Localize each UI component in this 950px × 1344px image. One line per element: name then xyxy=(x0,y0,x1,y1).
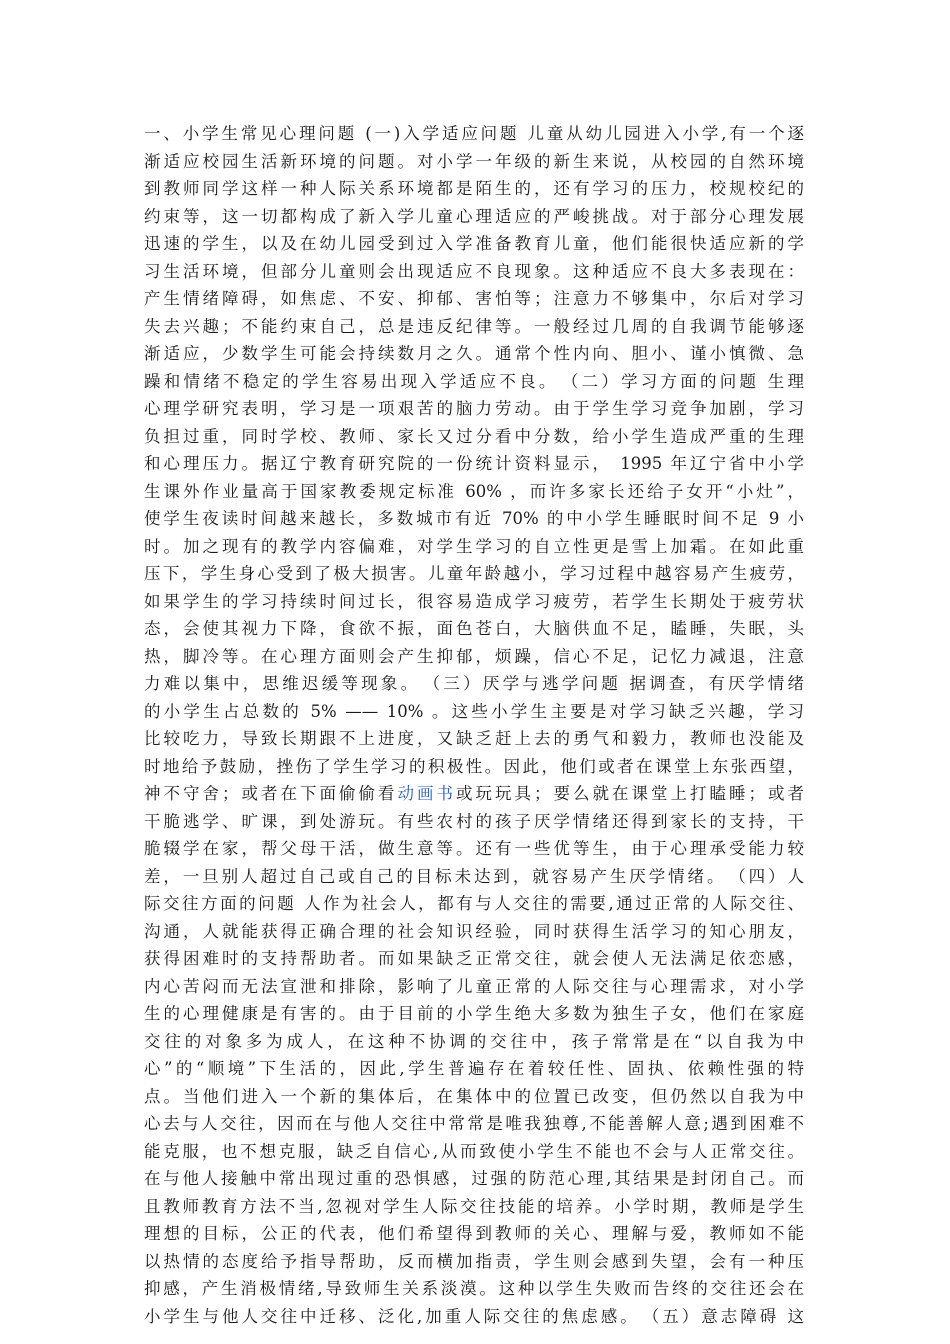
text-line-with-link xyxy=(144,780,804,808)
text-line: 差，一旦别人超过自己或自己的目标未达到，就容易产生厌学情绪。 （四）人 xyxy=(144,866,804,886)
text-segment: 神不守舍；或者在下面偷偷看 xyxy=(144,784,398,803)
text-line: 沟通，人就能获得正确合理的社会知识经验，同时获得生活学习的知心朋友， xyxy=(144,921,804,941)
text-line: 生课外作业量高于国家教委规定标准 60% ，而许多家长还给子女开“小灶”， xyxy=(144,481,804,501)
animation-book-link[interactable]: 动画书 xyxy=(397,784,456,803)
text-line: 压下，学生身心受到了极大损害。儿童年龄越小，学习过程中越容易产生疲劳， xyxy=(144,564,804,583)
text-line: 点。当他们进入一个新的集体后，在集体中的位置已改变，但仍然以自我为中 xyxy=(144,1086,804,1106)
text-line: 时地给予鼓励，挫伤了学生学习的积极性。因此，他们或者在课堂上东张西望， xyxy=(144,756,804,776)
article-body xyxy=(144,120,804,1330)
text-line: 渐适应，少数学生可能会持续数月之久。通常个性内向、胆小、谨小慎微、急 xyxy=(144,344,804,363)
text-line: 心”的“顺境”下生活的，因此,学生普遍存在着较任性、固执、依赖性强的特 xyxy=(144,1059,804,1078)
text-line: 脆辍学在家，帮父母干活，做生意等。还有一些优等生，由于心理承受能力较 xyxy=(144,839,804,858)
text-line: 以热情的态度给予指导帮助，反而横加指责，学生则会感到失望，会有一种压 xyxy=(144,1251,804,1271)
text-line: 比较吃力，导致长期跟不上进度，又缺乏赶上去的勇气和毅力，教师也没能及 xyxy=(144,729,804,748)
text-line: 时。加之现有的教学内容偏难，对学生学习的自立性更是雪上加霜。在如此重 xyxy=(144,536,804,556)
text-segment: 或玩玩具；要么就在课堂上打瞌睡；或者 xyxy=(456,784,804,803)
text-line: 迅速的学生，以及在幼儿园受到过入学准备教育儿童，他们能很快适应新的学 xyxy=(144,234,804,253)
text-line: 生的心理健康是有害的。由于目前的小学生绝大多数为独生子女，他们在家庭 xyxy=(144,1004,804,1023)
text-line: 际交往方面的问题 人作为社会人，都有与人交往的需要,通过正常的人际交往、 xyxy=(144,894,804,913)
text-line: 心理学研究表明，学习是一项艰苦的脑力劳动。由于学生学习竞争加剧，学习 xyxy=(144,399,804,418)
text-line: 的小学生占总数的 5% —— 10% 。这些小学生主要是对学习缺乏兴趣，学习 xyxy=(144,701,804,721)
text-line: 躁和情绪不稳定的学生容易出现入学适应不良。 （二）学习方面的问题 生理 xyxy=(144,371,804,391)
text-line: 在与他人接触中常出现过重的恐惧感，过强的防范心理,其结果是封闭自己。而 xyxy=(144,1169,804,1188)
text-line: 心去与人交往，因而在与他人交往中常常是唯我独尊,不能善解人意;遇到困难不 xyxy=(144,1114,804,1133)
text-line: 态，会使其视力下降，食欲不振，面色苍白，大脑供血不足，瞌睡，失眠，头 xyxy=(144,619,804,638)
text-line: 热，脚冷等。在心理方面则会产生抑郁，烦躁，信心不足，记忆力减退，注意 xyxy=(144,646,804,666)
text-line: 使学生夜读时间越来越长，多数城市有近 70% 的中小学生睡眠时间不足 9 小 xyxy=(144,509,804,528)
text-line: 一、小学生常见心理问题 (一)入学适应问题 儿童从幼儿园进入小学,有一个逐 xyxy=(144,124,804,143)
text-line: 抑感，产生消极情绪,导致师生关系淡漠。这种以学生失败而告终的交往还会在 xyxy=(144,1279,804,1298)
text-line: 如果学生的学习持续时间过长，很容易造成学习疲劳，若学生长期处于疲劳状 xyxy=(144,591,804,611)
text-line: 和心理压力。据辽宁教育研究院的一份统计资料显示， 1995 年辽宁省中小学 xyxy=(144,454,804,473)
text-line: 渐适应校园生活新环境的问题。对小学一年级的新生来说，从校园的自然环境 xyxy=(144,151,804,171)
text-line: 理想的目标，公正的代表，他们希望得到教师的关心、理解与爱，教师如不能 xyxy=(144,1224,804,1243)
text-line: 交往的对象多为成人，在这种不协调的交往中，孩子常常是在“以自我为中 xyxy=(144,1031,804,1051)
text-line: 习生活环境，但部分儿童则会出现适应不良现象。这种适应不良大多表现在： xyxy=(144,261,804,281)
text-line: 小学生与他人交往中迁移、泛化,加重人际交往的焦虑感。 （五）意志障碍 这 xyxy=(144,1306,804,1326)
text-line: 干脆逃学、旷课，到处游玩。有些农村的孩子厌学情绪还得到家长的支持，干 xyxy=(144,811,804,831)
text-line: 到教师同学这样一种人际关系环境都是陌生的，还有学习的压力，校规校纪的 xyxy=(144,179,804,198)
text-line: 负担过重，同时学校、教师、家长又过分看中分数，给小学生造成严重的生理 xyxy=(144,426,804,446)
text-line: 约束等，这一切都构成了新入学儿童心理适应的严峻挑战。对于部分心理发展 xyxy=(144,206,804,226)
text-line: 产生情绪障碍，如焦虑、不安、抑郁、害怕等；注意力不够集中，尔后对学习 xyxy=(144,289,804,308)
text-line: 能克服，也不想克服，缺乏自信心,从而致使小学生不能也不会与人正常交往。 xyxy=(144,1141,804,1161)
text-line: 力难以集中，思维迟缓等现象。 （三）厌学与逃学问题 据调查，有厌学情绪 xyxy=(144,674,804,693)
text-line: 获得困难时的支持帮助者。而如果缺乏正常交往，就会使人无法满足依恋感， xyxy=(144,949,804,968)
text-line: 失去兴趣；不能约束自己，总是违反纪律等。一般经过几周的自我调节能够逐 xyxy=(144,316,804,336)
text-line: 内心苦闷而无法宣泄和排除，影响了儿童正常的人际交往与心理需求，对小学 xyxy=(144,976,804,996)
text-line: 且教师教育方法不当,忽视对学生人际交往技能的培养。小学时期，教师是学生 xyxy=(144,1196,804,1216)
